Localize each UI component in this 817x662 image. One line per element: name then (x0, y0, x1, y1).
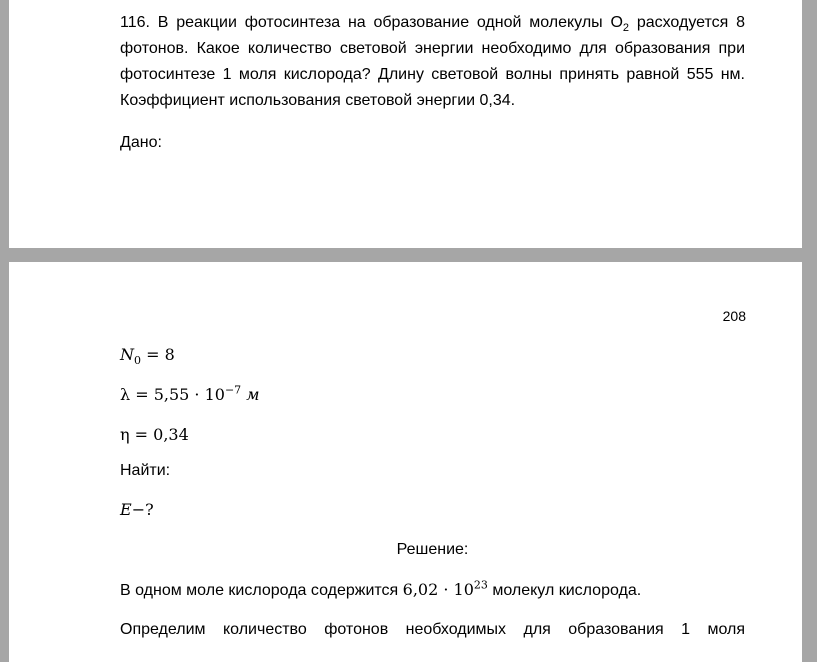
problem-statement: 116. В реакции фотосинтеза на образование одной молекулы $O_2$ расходуется 8 фотонов. Какое количество световой энергии необходимо для образования при фотосинтезе 1 моля кислорода? Длину световой волны принять равной 555 нм. Коэффициент использования световой энергии 0,34. (120, 14, 745, 109)
document-page-1 (9, 0, 802, 248)
given-label: Дано: (120, 134, 162, 151)
given-eta: η = 0,34 (120, 425, 189, 444)
find-label: Найти: (120, 462, 171, 479)
solution-line-1: В одном моле кислорода содержится $6,02 \cdot 10^{23}$ молекул кислорода. (120, 578, 642, 599)
given-lambda: $\lambda = 5,55 \cdot 10^{-7}$ м (120, 383, 260, 404)
document-page-2 (9, 262, 802, 662)
given-n0: $N_0 = 8$ (120, 345, 175, 368)
solution-line-2: Определим количество фотонов необходимых для образования 1 моля (120, 621, 745, 638)
page-number: 208 (722, 308, 746, 324)
solution-label: Решение: (396, 541, 469, 558)
find-expression: E−? (120, 500, 154, 519)
